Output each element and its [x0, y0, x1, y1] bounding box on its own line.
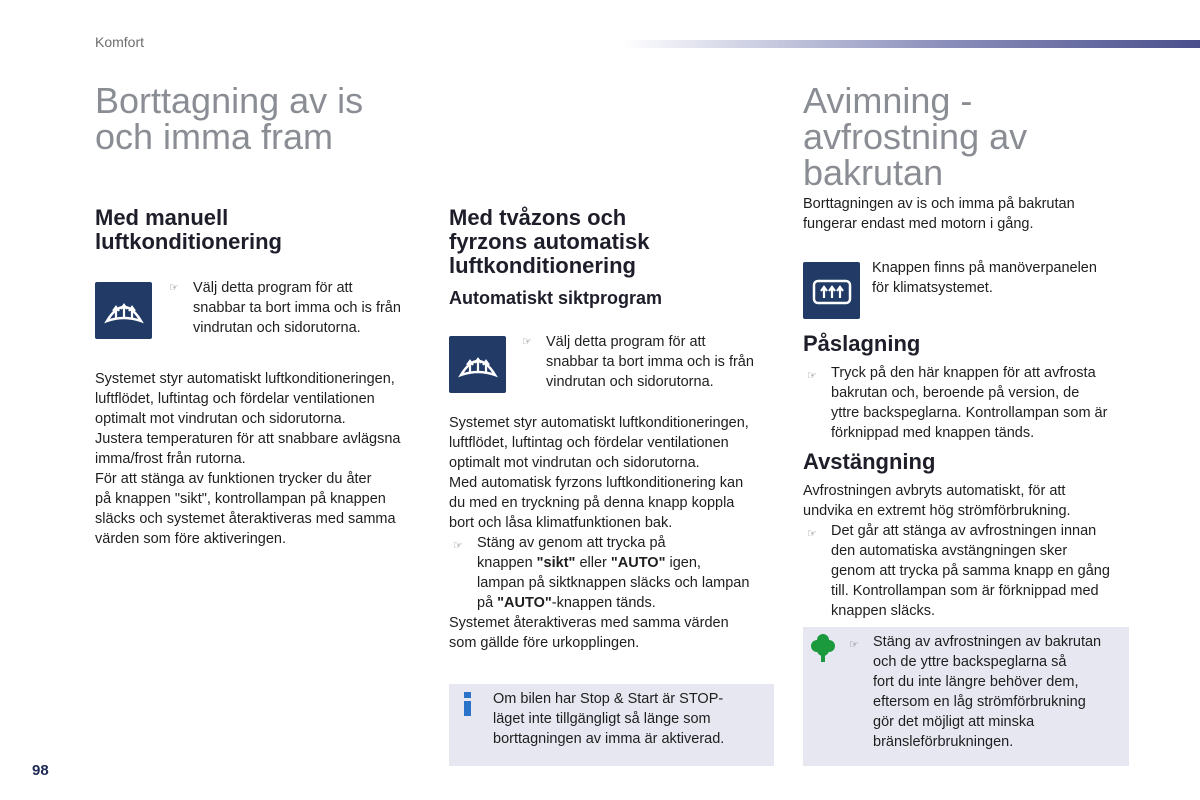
body-line: på knappen "sikt", kontrollampan på knappen	[95, 491, 386, 507]
hand-pointer-icon: ☞	[849, 639, 859, 651]
section-label: Komfort	[95, 34, 145, 50]
page-title-rear	[803, 80, 1028, 193]
eco-tree-icon	[810, 633, 836, 668]
body-line: Systemet styr automatiskt luftkonditioneringen,	[449, 415, 749, 431]
hand-pointer-icon: ☞	[807, 370, 817, 382]
bullet-line: yttre backspeglarna. Kontrollampan som är	[831, 405, 1108, 421]
body-line: Avfrostningen avbryts automatiskt, för att	[803, 483, 1066, 499]
header-gradient-bar	[622, 40, 1200, 48]
body-line: släcks och systemet återaktiveras med samma	[95, 511, 396, 527]
rear-intro	[803, 194, 1163, 234]
eco-line: eftersom en låg strömförbrukning	[873, 694, 1086, 710]
info-line: läget inte tillgängligt så länge som	[493, 711, 711, 727]
heading-line: Med tvåzons och	[449, 205, 627, 230]
body-line: Knappen finns på manöverpanelen	[872, 260, 1097, 276]
bullet-line: snabbar ta bort imma och is från	[193, 300, 401, 316]
bullet-switch-off	[803, 521, 1163, 621]
body-line: fungerar endast med motorn i gång.	[803, 216, 1034, 232]
bullet-line: knappen "sikt" eller "AUTO" igen,	[477, 555, 701, 571]
body-line: Borttagningen av is och imma på bakrutan	[803, 196, 1075, 212]
eco-tip-box	[803, 627, 1129, 766]
hand-pointer-icon: ☞	[807, 528, 817, 540]
heading-switch-on: Påslagning	[803, 331, 921, 356]
heading-line: Med manuell	[95, 205, 229, 230]
info-text	[493, 689, 768, 749]
body-line: undvika en extremt hög strömförbrukning.	[803, 503, 1071, 519]
bullet-line: Tryck på den här knappen för att avfrosta	[831, 365, 1096, 381]
info-box-stop-start	[449, 684, 774, 766]
body-line: imma/frost från rutorna.	[95, 451, 246, 467]
front-defrost-icon	[95, 282, 152, 339]
heading-switch-off: Avstängning	[803, 449, 936, 474]
body-line: Justera temperaturen för att snabbare avlägsna	[95, 431, 401, 447]
heading-auto-ac	[449, 206, 650, 278]
bullet-line: vindrutan och sidorutorna.	[193, 320, 361, 336]
title-line: avfrostning av	[803, 116, 1028, 157]
bullet-line: vindrutan och sidorutorna.	[546, 374, 714, 390]
hand-pointer-icon: ☞	[453, 540, 463, 552]
body-line: du med en tryckning på denna knapp koppla	[449, 495, 735, 511]
body-line: för klimatsystemet.	[872, 280, 993, 296]
body-auto	[449, 413, 789, 653]
bullet-line: Välj detta program för att	[193, 280, 353, 296]
bullet-line: lampan på siktknappen släcks och lampan	[477, 575, 750, 591]
eco-tip-text	[845, 632, 1125, 752]
page-number: 98	[32, 762, 49, 779]
body-line: Systemet återaktiveras med samma värden	[449, 615, 729, 631]
front-defrost-icon	[449, 336, 506, 393]
bullet-switch-on	[803, 363, 1163, 443]
body-manual	[95, 369, 435, 549]
title-line: och imma fram	[95, 116, 334, 157]
body-line: luftflödet, luftintag och fördelar ventilationen	[95, 391, 375, 407]
body-line: För att stänga av funktionen trycker du åter	[95, 471, 372, 487]
bullet-line: knappen släcks.	[831, 603, 935, 619]
body-line: optimalt mot vindrutan och sidorutorna.	[95, 411, 346, 427]
heading-line: fyrzons automatisk	[449, 229, 650, 254]
rear-icon-text	[872, 258, 1162, 298]
eco-line: bränsleförbrukningen.	[873, 734, 1014, 750]
bullet-line: på "AUTO"-knappen tänds.	[477, 595, 656, 611]
body-line: bort och låsa klimatfunktionen bak.	[449, 515, 673, 531]
info-icon	[461, 692, 475, 721]
title-line: bakrutan	[803, 152, 944, 193]
eco-line: Stäng av avfrostningen av bakrutan	[873, 634, 1102, 650]
bullet-manual	[165, 278, 435, 338]
bullet-line: Välj detta program för att	[546, 334, 706, 350]
hand-pointer-icon: ☞	[522, 336, 532, 348]
title-line: Borttagning av is	[95, 80, 364, 121]
bullet-line: förknippad med knappen tänds.	[831, 425, 1035, 441]
body-line: optimalt mot vindrutan och sidorutorna.	[449, 455, 700, 471]
page-title-front	[95, 80, 364, 157]
bullet-line: genom att trycka på samma knapp en gång	[831, 563, 1110, 579]
heading-line: luftkonditionering	[95, 229, 282, 254]
body-switch-off	[803, 481, 1163, 621]
bullet-stop	[449, 533, 789, 613]
bullet-line: Det går att stänga av avfrostningen innan	[831, 523, 1097, 539]
info-line: borttagningen av imma är aktiverad.	[493, 731, 725, 747]
heading-manual-ac	[95, 206, 282, 254]
body-line: Med automatisk fyrzons luftkonditionering kan	[449, 475, 744, 491]
eco-line: gör det möjligt att minska	[873, 714, 1035, 730]
title-line: Avimning -	[803, 80, 973, 121]
eco-line: och de yttre backspeglarna så	[873, 654, 1067, 670]
body-line: luftflödet, luftintag och fördelar ventilationen	[449, 435, 729, 451]
rear-defrost-icon	[803, 262, 860, 319]
subheading-auto-program: Automatiskt siktprogram	[449, 288, 663, 308]
eco-line: fort du inte längre behöver dem,	[873, 674, 1079, 690]
bullet-line: snabbar ta bort imma och is från	[546, 354, 754, 370]
body-line: värden som före aktiveringen.	[95, 531, 287, 547]
bullet-line: bakrutan och, beroende på version, de	[831, 385, 1080, 401]
body-line: Systemet styr automatiskt luftkonditioneringen,	[95, 371, 395, 387]
info-line: Om bilen har Stop & Start är STOP-	[493, 691, 724, 707]
hand-pointer-icon: ☞	[169, 282, 179, 294]
body-line: som gällde före urkopplingen.	[449, 635, 640, 651]
bullet-line: Stäng av genom att trycka på	[477, 535, 666, 551]
bullet-line: den automatiska avstängningen sker	[831, 543, 1068, 559]
bullet-line: till. Kontrollampan som är förknippad med	[831, 583, 1099, 599]
heading-line: luftkonditionering	[449, 253, 636, 278]
bullet-auto	[518, 332, 788, 392]
